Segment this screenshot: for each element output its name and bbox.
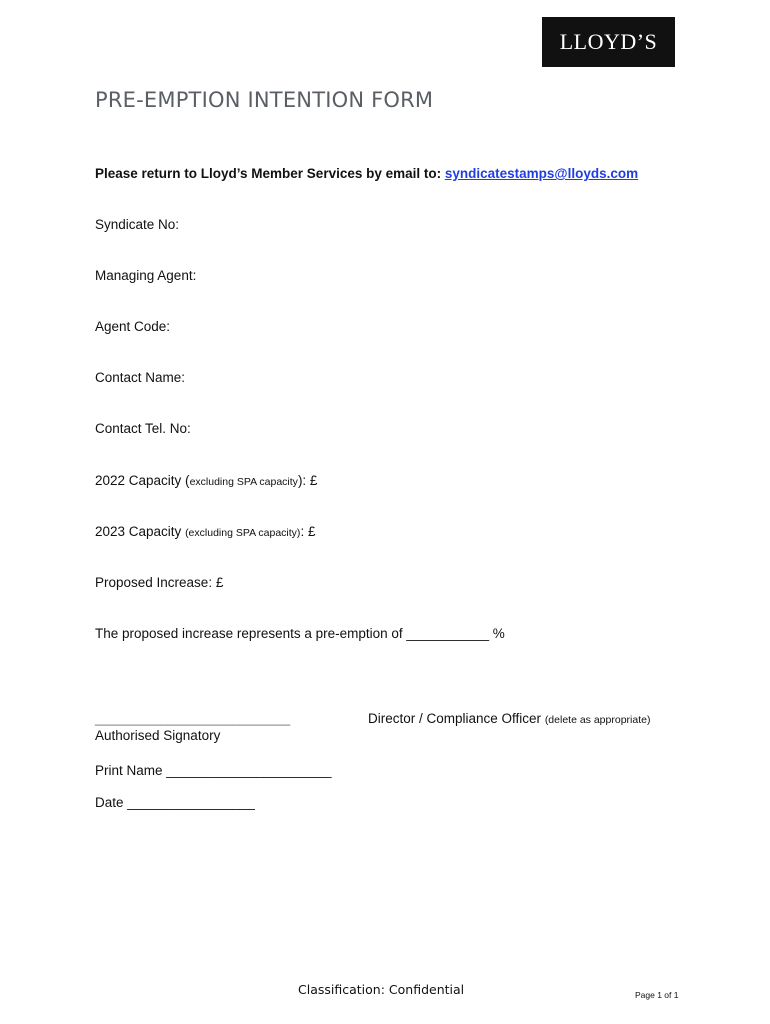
- email-link[interactable]: syndicatestamps@lloyds.com: [444, 166, 639, 181]
- preemption-statement: The proposed increase represents a pre-emption of ___________ %: [95, 626, 505, 641]
- contact-tel-field: Contact Tel. No:: [95, 421, 191, 436]
- lloyds-logo: [542, 17, 675, 67]
- signatory-role-text: Director / Compliance Officer: [368, 711, 545, 726]
- proposed-increase-field: Proposed Increase: £: [95, 575, 224, 590]
- return-instruction: [95, 166, 638, 181]
- date-field: Date _________________: [95, 795, 255, 810]
- capacity-2022-label: 2022 Capacity (: [95, 473, 190, 488]
- capacity-2022-suffix: ): £: [297, 473, 318, 488]
- signature-line: ___________________________: [95, 711, 291, 726]
- page-title: PRE-EMPTION INTENTION FORM: [95, 88, 434, 112]
- agent-code-field: Agent Code:: [95, 319, 171, 334]
- capacity-2023-field: [95, 524, 315, 539]
- signatory-role: [368, 711, 650, 726]
- capacity-2023-note: (excluding SPA capacity): [185, 527, 301, 539]
- contact-name-field: Contact Name:: [95, 370, 186, 385]
- page-number: Page 1 of 1: [635, 990, 679, 1000]
- capacity-2023-suffix: : £: [300, 524, 316, 539]
- authorised-signatory-label: Authorised Signatory: [95, 728, 221, 743]
- return-instruction-text: Please return to Lloyd’s Member Services by email to:: [95, 166, 445, 181]
- logo-text: LLOYD’S: [559, 29, 658, 54]
- print-name-field: Print Name ______________________: [95, 763, 332, 778]
- managing-agent-field: Managing Agent:: [95, 268, 197, 283]
- signatory-role-note: (delete as appropriate): [544, 714, 651, 726]
- classification-label: Classification: Confidential: [298, 982, 465, 997]
- syndicate-no-field: Syndicate No:: [95, 217, 180, 232]
- capacity-2023-label: 2023 Capacity: [95, 524, 186, 539]
- capacity-2022-field: [95, 473, 317, 488]
- capacity-2022-note: excluding SPA capacity: [189, 476, 298, 488]
